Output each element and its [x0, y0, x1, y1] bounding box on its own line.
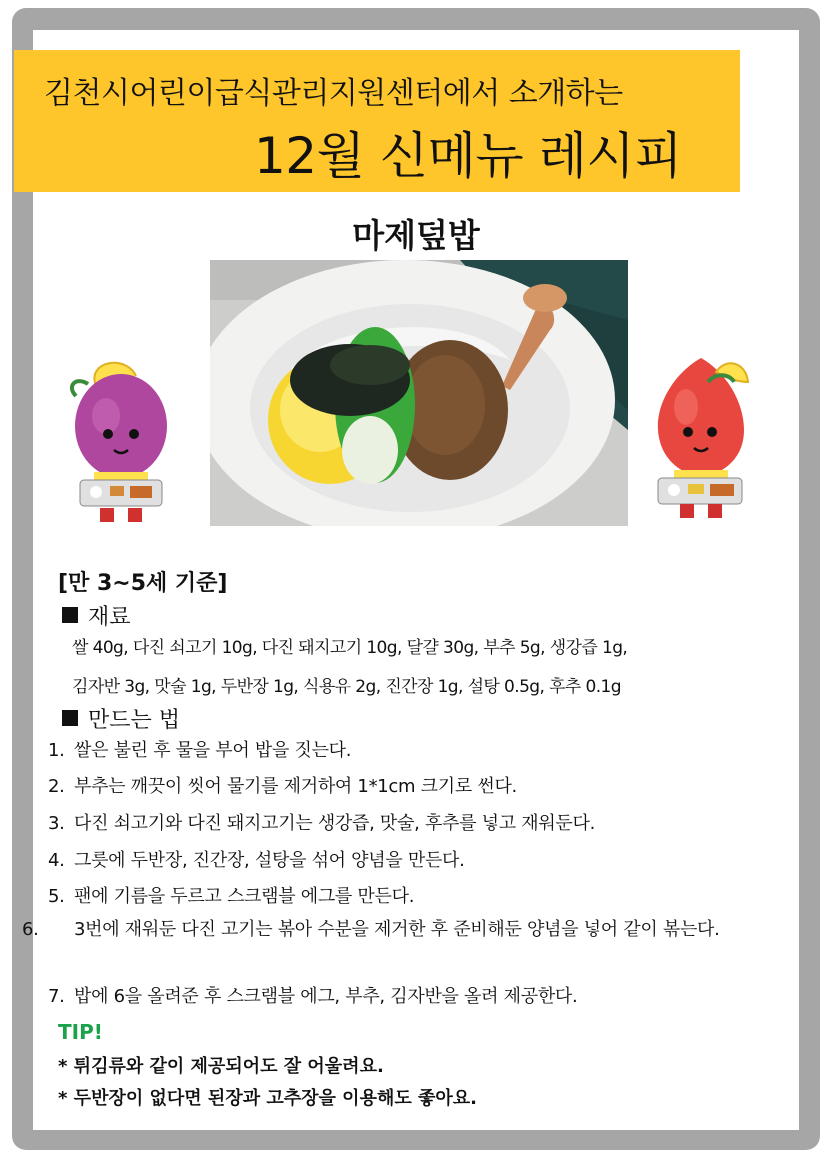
mascot-grape-character [66, 356, 176, 530]
tip-item: * 튀김류와 같이 제공되어도 잘 어울려요. [58, 1056, 384, 1077]
dish-title: 마제덮밥 [352, 216, 480, 255]
banner-subtitle: 김천시어린이급식관리지원센터에서 소개하는 [44, 76, 623, 111]
method-step: 4. 그릇에 두반장, 진간장, 설탕을 섞어 양념을 만든다. [48, 850, 465, 871]
method-heading-text: 만드는 법 [88, 708, 181, 733]
method-heading [62, 703, 180, 734]
ingredients-line-1: 쌀 40g, 다진 쇠고기 10g, 다진 돼지고기 10g, 달걀 30g, 부추 5g, 생강즙 1g, [72, 638, 628, 658]
dish-photo [210, 260, 628, 526]
method-step: 6. 3번에 재워둔 다진 고기는 볶아 수분을 제거한 후 준비해둔 양념을 넣어 같이 볶는다. [22, 919, 720, 940]
ingredients-line-2: 김자반 3g, 맛술 1g, 두반장 1g, 식용유 2g, 진간장 1g, 설탕 0.5g, 후추 0.1g [72, 677, 621, 697]
method-step: 5. 팬에 기름을 두르고 스크램블 에그를 만든다. [48, 886, 415, 907]
method-step: 1. 쌀은 불린 후 물을 부어 밥을 짓는다. [48, 740, 352, 761]
title-banner [14, 50, 740, 192]
ingredients-heading-text: 재료 [88, 605, 131, 630]
tip-item: * 두반장이 없다면 된장과 고추장을 이용해도 좋아요. [58, 1088, 477, 1109]
method-step: 3. 다진 쇠고기와 다진 돼지고기는 생강즙, 맛술, 후추를 넣고 재워둔다. [48, 813, 596, 834]
method-step: 7. 밥에 6을 올려준 후 스크램블 에그, 부추, 김자반을 올려 제공한다. [48, 986, 578, 1007]
ingredients-heading [62, 600, 131, 631]
banner-title: 12월 신메뉴 레시피 [254, 127, 683, 185]
tip-label: TIP! [58, 1020, 103, 1044]
bullet-square-icon [62, 710, 78, 726]
method-step: 2. 부추는 깨끗이 씻어 물기를 제거하여 1*1cm 크기로 썬다. [48, 776, 517, 797]
bullet-square-icon [62, 607, 78, 623]
mascot-apple-character [646, 352, 756, 526]
age-standard-label: [만 3~5세 기준] [58, 571, 228, 596]
